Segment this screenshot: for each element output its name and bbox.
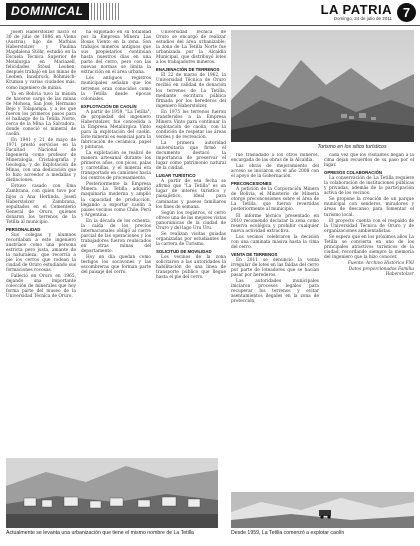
article-column-5 — [324, 153, 414, 490]
paragraph: Se espera que en los próximos años La Tetilla se convierta en uno de los principales atractivos turísticos de la ciudad, recordando siempre la memoria del ingeniero que la hizo conocer. — [324, 234, 414, 260]
paragraph: fue trasladado a los otros mineros, encargada de las obras de la Alcaldía. — [231, 153, 319, 164]
paragraph: Universidad Técnica de Oruro se encargó de realizar estudios del área urbanizable; la zona de La Tetilla Norte fue urbanizada por la Alcaldía Municipal, que distribuyó lotes a los trabajadores mineros. — [156, 30, 226, 66]
paragraph: Posteriormente la Empresa Minera La Tetilla adquirió maquinaria moderna y amplió la capacidad de producción, llegando a exportar caolín a países vecinos como Chile, Perú y Argentina. — [81, 182, 151, 218]
subheading: LUGAR TURÍSTICO — [156, 173, 196, 179]
paragraph: Sus colegas y alumnos recordaban a este ingeniero austríaco como una persona estricta pero justa, amante de la naturaleza, que recorría a pie los cerros que rodean la ciudad de Oruro estudiando sus formaciones rocosas. — [6, 232, 76, 274]
article-column-3 — [156, 30, 226, 490]
article-column-2 — [81, 30, 151, 490]
subheading: EXPLOTACIÓN DE CAOLÍN — [81, 103, 137, 109]
header-rule — [0, 25, 420, 26]
dateline: Domingo, 24 de julio de 2011 — [333, 16, 392, 21]
tetilla-landscape-photo — [231, 30, 414, 142]
subheading: ENAJENACIÓN DE TERRENOS — [156, 67, 220, 73]
logo-pattern — [91, 3, 119, 20]
paragraph: Ya en Bolivia tuvo la misión de hacerse cargo de las minas de Mohosa, San José, Hermano Bejo y Tolapampa, y a los que fueron los primeros pasos para el hallazgo de la Tetilla Norte, cerca de la Mina La Salvadora, donde conoció el mineral de caolín. — [6, 91, 76, 137]
section-logo — [6, 3, 89, 20]
paragraph: El 22 de marzo de 1962, la Universidad Técnica de Oruro recibió en calidad de donación los terrenos de La Tetilla, mediante escritura pública firmada por los herederos del ingeniero Haberstolzer. — [156, 73, 226, 109]
subheading: OPRESOS COLABORACIÓN — [324, 170, 383, 176]
photo-caption-top: Turismo en los sitios turísticos — [317, 144, 387, 150]
paragraph: En 1975 los terrenos fueron transferidos a la Empresa Minera Vinto para continuar la explotación de caolín, con la condición de respetar las áreas verdes y de recreación. — [156, 109, 226, 140]
paragraph: A partir de 1959, "La Tetilla", de propiedad del ingeniero Haberstolzer, fue concedida a la Empresa Metalúrgica Vinto para la explotación del caolín. Este mineral es esencial para la fabricación de cerámica, papel y pinturas. — [81, 109, 151, 151]
paragraph: En 1941 y 21 de mayo de 1971 prestó servicios en la Facultad Nacional de Ingeniería como profesor de Mineralogía, Cristalografía y Geología; y de Explotación de Minas, con una dedicación que lo hizo acreedor a medallas y distinciones. — [6, 137, 76, 184]
subheading: VENTA DE TERRENOS — [231, 251, 278, 257]
paragraph: Estuvo casado con Ema Zambrana, con quien tuvo por hijos a Ana Herlinda, Josefi Haberstolzer Zambrana, sepultados en el Cementerio General de Oruro, quienes donaron los terrenos de la Tetilla al municipio. — [6, 184, 76, 225]
kaolin-mining-photo — [231, 492, 414, 528]
paragraph: Josefi Haberstolzer nació el 30 de julio de 1886 en Viena (Austria), hijo de Mathias Haberstolzer y Paulina Magdalena Stöhr, estudió en la Escuela Técnica Superior de Metalurgia en Mariazell, felicidades Stössl Leoben; después trabajó en las minas de Leoben, Innsbruck, Böhmisch-Krumau y varias ciudades más, como ingeniero de minas. — [6, 30, 76, 91]
paragraph: Los vecinos de la zona solicitaron a las autoridades la habilitación de una línea de transporte público que llegue hasta el pie del cerro. — [156, 254, 226, 281]
subheading: SOLICITUD DE MOVILIDAD — [156, 248, 212, 254]
photo-illustration — [6, 458, 218, 528]
page-header — [0, 0, 420, 26]
paragraph: En 2011 se denunció la venta irregular de lotes en las faldas del cerro por parte de loteadores que se hacían pasar por herederos. — [231, 257, 319, 279]
paragraph: La primera autoridad universitaria que firmó el documento destacó la importancia de preservar el lugar como patrimonio natural de la ciudad. — [156, 140, 226, 172]
paragraph: En la década de los ochenta, la caída de los precios internacionales obligó al cierre parcial de las operaciones y los trabajadores fueron reubicados en otras minas del departamento. — [81, 218, 151, 254]
section-name: DOMINICAL — [11, 4, 84, 18]
paragraph: La conservación de La Tetilla requiere la colaboración de instituciones públicas y privadas, además de la participación activa de los vecinos. — [324, 176, 414, 197]
subheading: PRECONCESIONES — [231, 181, 272, 187]
paragraph: Las obras de mejoramiento del acceso se iniciaron en el año 2008 con el apoyo de la Gobernación. — [231, 164, 319, 180]
paragraph: Se realizan visitas guiadas organizadas por estudiantes de la carrera de Turismo. — [156, 231, 226, 247]
paragraph: ha explotado en su totalidad por la Empresa Minera Las Rosas Viento en la zona. Son trabajos mineros antiguos que sus propietarios continúan hasta nuestros días en una parte del cerro, pero con las nuevas normas se limita la extracción en el área urbana. — [81, 30, 151, 76]
paragraph: El informe técnico presentado en 2010 recomendó declarar la zona como reserva ecológica y prohibir cualquier nueva actividad extractiva. — [231, 213, 319, 234]
source-credit-extra: Datos proporcionados Familia Haberstolzer — [348, 266, 414, 278]
photo-illustration — [231, 30, 414, 142]
paragraph: Las autoridades municipales iniciaron procesos legales para recuperar los terrenos y evitar asentamientos ilegales en la zona de protección. — [231, 279, 319, 305]
paragraph: Los antiguos registros municipales señalan que los terrenos eran conocidos como la Tetilla desde épocas coloniales. — [81, 76, 151, 102]
paragraph: Se propone la creación de un parque municipal con senderos, miradores y áreas de descanso para fomentar el turismo local. — [324, 197, 414, 218]
photo-caption-bottom-left: Actualmente se levanta una urbanización que tiene el mismo nombre de La Tetilla — [6, 530, 194, 536]
photo-illustration — [231, 492, 414, 528]
urbanization-photo — [6, 458, 218, 528]
paragraph: Los vecinos celebraron la decisión con una caminata masiva hasta la cima del cerro. — [231, 234, 319, 250]
paragraph: Hoy en día quedan como testigos los socavones y las escombreras que forman parte del paisaje del cerro. — [81, 255, 151, 276]
page-number: 7 — [397, 3, 416, 22]
paragraph: cada vez que los visitantes llegan a la cima dejan recuerdos de su paso por el lugar. — [324, 153, 414, 169]
article-column-4 — [231, 153, 319, 490]
subheading: PERSONALIDAD — [6, 226, 41, 232]
source-credit: Fuente: Archivo Histórico FNI — [347, 260, 414, 266]
paragraph: A petición de la Corporación Minera de Bolivia, el Ministerio de Minería otorgó preconcesiones sobre el área de La Tetilla, que fueron revertidas posteriormente al municipio. — [231, 187, 319, 213]
paragraph: Según los registros, el cerro ofrece una de las mejores vistas panorámicas de la ciudad de Oruro y del lago Uru Uru. — [156, 210, 226, 231]
paragraph: El proyecto cuenta con el respaldo de la Universidad Técnica de Oruro y de organizaciones ambientalistas. — [324, 218, 414, 234]
masthead: LA PATRIA — [320, 2, 392, 17]
paragraph: Falleció en Oruro en 1965, dejando una importante colección de minerales que hoy forma parte del museo de la Universidad Técnica de Oruro. — [6, 274, 76, 300]
paragraph: La explotación se realizó de manera artesanal durante los primeros años, con picos, palas y carretillas, y el mineral era transportado en camiones hacia los centros de procesamiento. — [81, 151, 151, 182]
photo-caption-bottom-right: Desde 1959, La Tetilla comenzó a explotar caolín — [231, 530, 345, 536]
article-column-1 — [6, 30, 76, 490]
paragraph: A partir de esa fecha se afirmó que "La Tetilla" es un lugar de interés turístico y paisajístico, ideal para caminatas y paseos familiares los fines de semana. — [156, 179, 226, 210]
